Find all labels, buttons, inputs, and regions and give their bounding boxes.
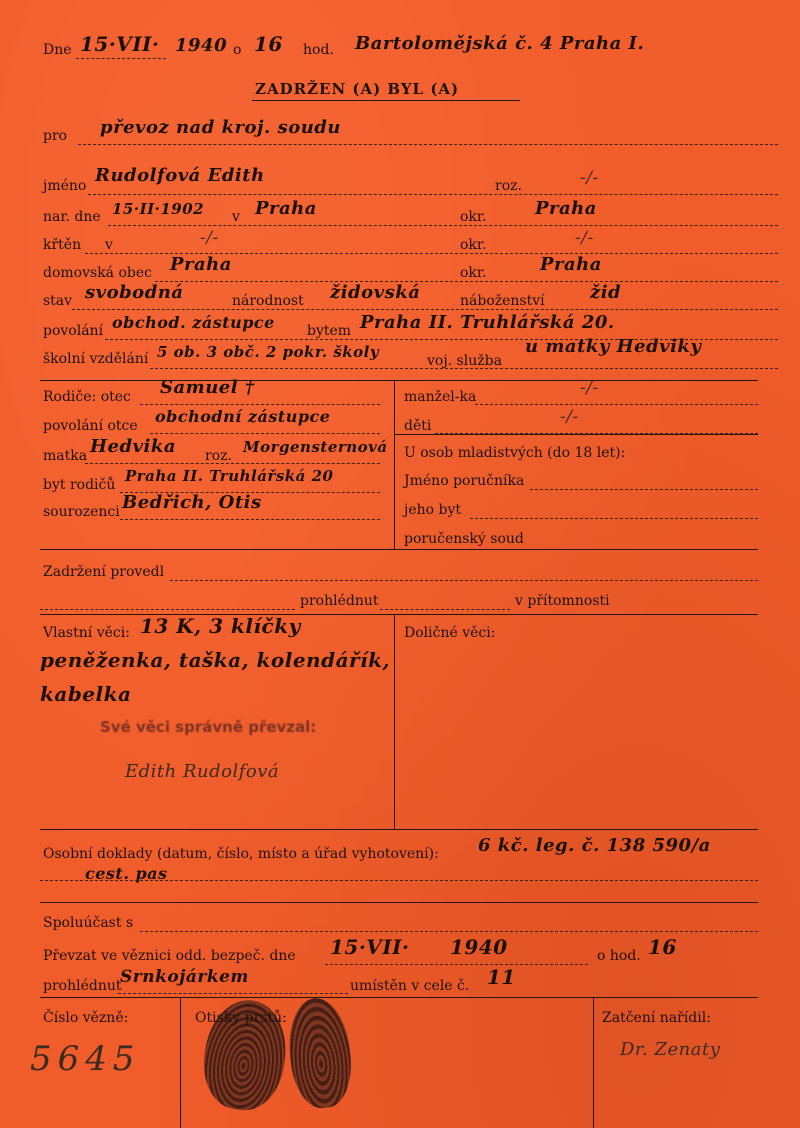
nar-date: 15·II·1902 (112, 200, 205, 218)
rodice-label: Rodiče: otec (43, 389, 131, 405)
skolni-value: 5 ob. 3 obč. 2 pokr. školy (157, 343, 380, 361)
byt-rodicu-value: Praha II. Truhlářská 20 (125, 467, 334, 485)
prevzat-date: 15·VII· (330, 935, 410, 959)
prohlednut2-label: prohlédnut (43, 978, 122, 994)
documents-bottom-rule (40, 902, 758, 903)
spoluucast-line (140, 931, 758, 932)
spoluucast-label: Spoluúčast s (43, 915, 134, 931)
sourozenci-label: sourozenci (43, 504, 120, 520)
prevzat-line (325, 964, 588, 965)
domov-line (155, 281, 778, 282)
cela-value: 11 (487, 965, 516, 989)
matka-value: Hedvika (90, 436, 176, 457)
manzel-line (475, 404, 758, 405)
byt-rodicu-label: byt rodičů (43, 477, 116, 493)
domov-okr-value: Praha (540, 254, 602, 275)
porucnik-line (530, 489, 758, 490)
jmeno-value: Rudolfová Edith (95, 165, 265, 186)
matka-roz-value: Morgensternová (243, 438, 388, 456)
kren-value: -/- (200, 228, 219, 248)
dolicne-veci-label: Doličné věci: (404, 625, 496, 641)
jmeno-label: jméno (43, 178, 87, 194)
bytem-value: Praha II. Truhlářská 20. (360, 312, 615, 333)
family-divider (394, 380, 395, 550)
prohlednut-label: prohlédnut (300, 593, 379, 609)
povolani-otce-label: povolání otce (43, 418, 138, 434)
manzel-label: manžel-ka (404, 389, 477, 405)
title-underline (252, 100, 520, 101)
belongings-divider (394, 614, 395, 830)
mladistvi-label: U osob mladistvých (do 18 let): (404, 445, 626, 461)
porucensky-soud-label: poručenský soud (404, 531, 524, 547)
minors-top-rule (395, 434, 758, 435)
stav-value: svobodná (85, 282, 184, 303)
date-label: Dne (43, 42, 72, 58)
deti-label: děti (404, 418, 432, 434)
hour-label: hod. (303, 42, 334, 58)
owner-signature: Edith Rudolfová (125, 761, 280, 782)
pro-label: pro (43, 128, 68, 144)
roz-label: roz. (495, 178, 522, 194)
nar-okr-value: Praha (535, 198, 597, 219)
voj-label: voj. služba (427, 353, 502, 369)
prohlednut-line-left (40, 609, 295, 610)
belongings-bottom-rule (40, 829, 758, 830)
belongings-line-3: kabelka (40, 682, 132, 706)
povolani-label: povolání (43, 323, 104, 339)
doklady-value-2: cest. pas (85, 864, 168, 883)
date-day: 15·VII· (80, 32, 160, 56)
umisten-label: umístěn v cele č. (350, 978, 470, 994)
fingerprint-right (284, 995, 355, 1111)
kren-v-label: v (105, 237, 113, 253)
stav-line (72, 309, 778, 310)
vlastni-veci-label: Vlastní věci: (43, 625, 130, 641)
provedl-label: Zadržení provedl (43, 564, 165, 580)
manzel-value: -/- (580, 378, 599, 398)
otec-line (140, 404, 380, 405)
form-title: ZADRŽEN (A) BYL (A) (255, 80, 460, 98)
prevzat-hod-label: o hod. (597, 948, 641, 964)
nar-place: Praha (255, 198, 317, 219)
hour-prefix: o (233, 42, 242, 58)
kren-okr-label: okr. (460, 237, 487, 253)
receipt-stamp: Své věci správně převzal: (100, 718, 317, 736)
jeho-byt-label: jeho byt (404, 502, 462, 518)
skolni-label: školní vzdělání (43, 351, 149, 367)
footer-top-rule (40, 997, 758, 998)
footer-divider-left (180, 997, 181, 1128)
jmeno-line (88, 194, 778, 195)
matka-line (85, 463, 380, 464)
bytem-label: bytem (307, 323, 352, 339)
prevzat-year: 1940 (450, 935, 508, 959)
detention-place: Bartolomějská č. 4 Praha I. (355, 33, 645, 54)
nabozenstvi-value: žid (590, 282, 622, 303)
doklady-value-1: 6 kč. leg. č. 138 590/a (478, 835, 711, 856)
doklady-label: Osobní doklady (datum, číslo, místo a úřad vyhotovení): (43, 846, 439, 862)
pro-value: převoz nad kroj. soudu (100, 117, 341, 138)
nar-label: nar. dne (43, 209, 101, 225)
sourozenci-line (120, 519, 380, 520)
povolani-value: obchod. zástupce (112, 313, 275, 332)
family-top-rule (40, 380, 758, 381)
jeho-byt-line (470, 518, 758, 519)
domov-value: Praha (170, 254, 232, 275)
domov-okr-label: okr. (460, 265, 487, 281)
povolani-otce-value: obchodní zástupce (155, 407, 331, 426)
kren-okr-value: -/- (575, 228, 594, 248)
zatceni-signature: Dr. Zenaty (620, 1039, 721, 1060)
narodnost-value: židovská (330, 282, 421, 303)
matka-label: matka (43, 448, 88, 464)
deti-line (435, 433, 758, 434)
belongings-line-2: peněženka, taška, kolendářík, (40, 648, 390, 672)
cislo-vezne-label: Číslo vězně: (43, 1010, 129, 1026)
cislo-vezne-value: 5645 (30, 1039, 141, 1079)
prohlednut-line-mid (380, 609, 510, 610)
doklady-line (40, 880, 758, 881)
pro-line (78, 144, 778, 145)
footer-divider-right (593, 997, 594, 1128)
nar-line (108, 225, 778, 226)
nabozenstvi-label: náboženství (460, 293, 545, 309)
prevzat-label: Převzat ve věznici odd. bezpeč. dne (43, 948, 296, 964)
matka-roz-label: roz. (205, 448, 232, 464)
prohlednut2-value: Srnkojárkem (120, 967, 249, 987)
nar-v-label: v (232, 209, 240, 225)
kren-label: křtěn (43, 237, 82, 253)
deti-value: -/- (560, 407, 579, 427)
voj-value: u matky Hedviky (525, 336, 702, 357)
domov-label: domovská obec (43, 265, 152, 281)
zatceni-label: Zatčení nařídil: (602, 1010, 711, 1026)
narodnost-label: národnost (232, 293, 304, 309)
prevzat-hod-value: 16 (648, 935, 677, 959)
family-bottom-rule (40, 549, 758, 550)
provedl-line (170, 580, 758, 581)
pritomnosti-label: v přítomnosti (515, 593, 610, 609)
otisky-label: Otisky prstů: (195, 1010, 287, 1026)
povolani-otce-line (150, 433, 380, 434)
hour-value: 16 (254, 32, 283, 56)
belongings-line-1: 13 K, 3 klíčky (140, 614, 301, 638)
otec-value: Samuel † (160, 377, 255, 398)
nar-okr-label: okr. (460, 209, 487, 225)
stav-label: stav (43, 293, 73, 309)
porucnik-label: Jméno poručníka (404, 473, 525, 489)
skolni-line (150, 368, 778, 369)
roz-value: -/- (580, 168, 599, 188)
prohlednut2-line (118, 993, 348, 994)
date-dotted-line (76, 58, 166, 59)
date-year: 1940 (175, 35, 228, 56)
sourozenci-value: Bedřich, Otis (122, 492, 262, 513)
